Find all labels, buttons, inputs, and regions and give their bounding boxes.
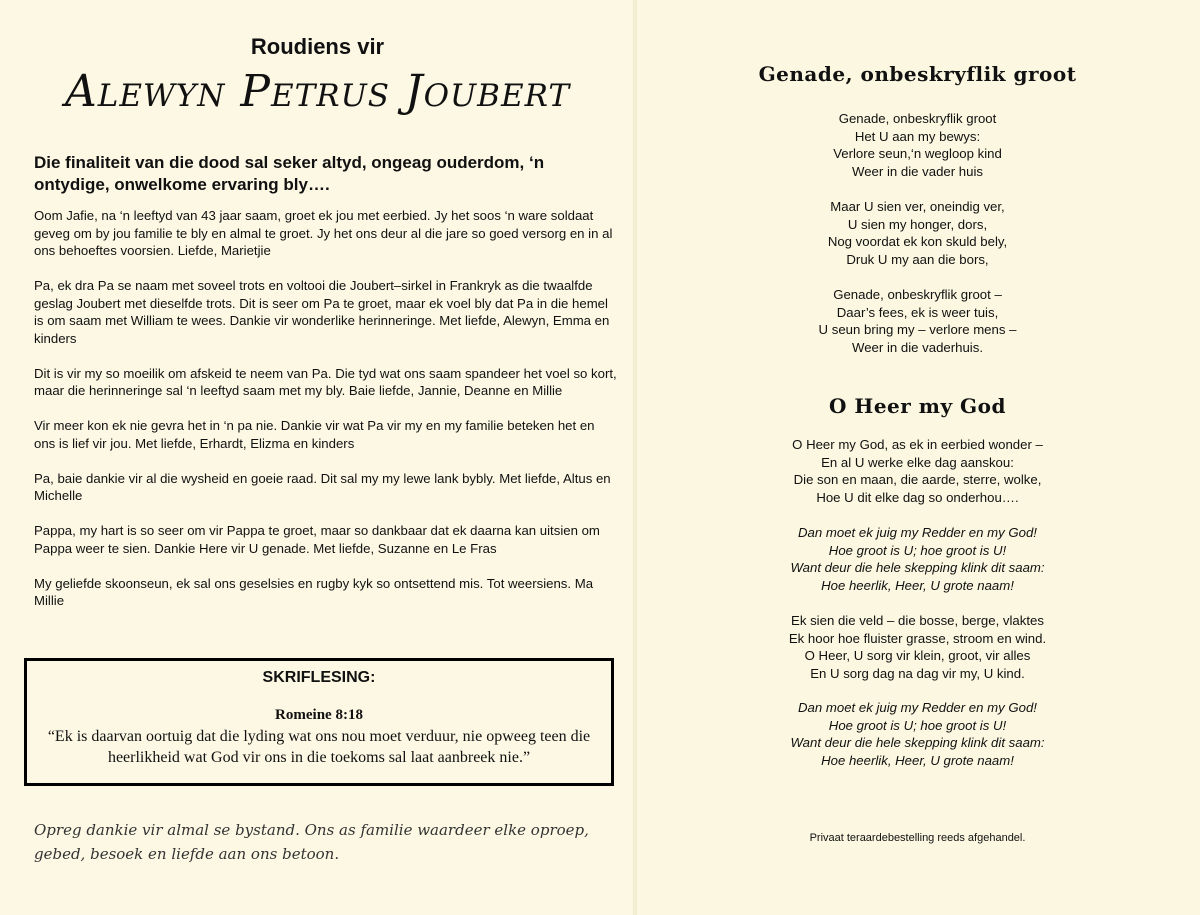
verse-line: Dan moet ek juig my Redder en my God! bbox=[798, 700, 1037, 715]
verse-line: Want deur die hele skepping klink dit saam: bbox=[790, 560, 1045, 575]
tribute: Pa, ek dra Pa se naam met soveel trots en voltooi die Joubert–sirkel in Frankryk as die twaalfde geslag Joubert met dieselfde trots. Dit is seer om Pa te groet, maar ek voel bly dat Pa in die hemel is om saam met William te wees. Dankie vir wonderlike herinneringe. Met liefde, Alewyn, Emma en kinders bbox=[34, 278, 610, 346]
verse-line: U seun bring my – verlore mens – bbox=[818, 322, 1017, 337]
tribute: Pappa, my hart is so seer om vir Pappa te groet, maar so dankbaar dat ek daarna kan uitsien om Pappa weer te sien. Dankie Here vir U genade. Met liefde, Suzanne en Le Fras bbox=[34, 523, 600, 556]
hymn1-title: Genade, onbeskryflik groot bbox=[758, 62, 1077, 86]
hymn2-verse-1 bbox=[635, 436, 1200, 506]
verse-line: Ek hoor hoe fluister grasse, stroom en wind. bbox=[788, 630, 1047, 646]
verse-line: Hoe groot is U; hoe groot is U! bbox=[828, 717, 1007, 733]
scripture-text: “Ek is daarvan oortuig dat die lyding wat ons nou moet verduur, nie opweeg teen die heerlikheid wat God vir ons in die toekoms sal laat aanbreek nie.” bbox=[47, 728, 591, 766]
heading-roudiens: Roudiens vir bbox=[250, 34, 385, 59]
verse-line: O Heer my God, as ek in eerbied wonder – bbox=[792, 437, 1043, 452]
verse-line: U sien my honger, dors, bbox=[847, 216, 988, 232]
scripture-box bbox=[24, 658, 614, 786]
scripture-title: SKRIFLESING: bbox=[262, 669, 376, 686]
verse-line: Verlore seun,‘n wegloop kind bbox=[833, 146, 1002, 161]
tribute: Dit is vir my so moeilik om afskeid te neem van Pa. Die tyd wat ons saam spandeer het voel so kort, maar die herinneringe sal ‘n leeftyd saam met my bly. Baie liefde, Jannie, Deanne en Millie bbox=[34, 365, 617, 398]
hymn1-verse-1 bbox=[635, 110, 1200, 180]
verse-line: Want deur die hele skepping klink dit saam: bbox=[790, 735, 1045, 750]
verse-line: En al U werke elke dag aanskou: bbox=[821, 454, 1014, 470]
verse-line: Het U aan my bewys: bbox=[854, 128, 981, 144]
verse-line: Maar U sien ver, oneindig ver, bbox=[830, 199, 1005, 214]
verse-line: O Heer, U sorg vir klein, groot, vir alles bbox=[804, 648, 1031, 663]
verse-line: Druk U my aan die bors, bbox=[846, 251, 989, 267]
verse-line: Weer in die vaderhuis. bbox=[852, 339, 983, 355]
hymn2-verse-2 bbox=[635, 612, 1200, 682]
tribute: Oom Jafie, na ‘n leeftyd van 43 jaar saam, groet ek jou met eerbied. Jy het soos ‘n ware soldaat geveg om by jou familie te bly en almal te groet. Jy het ons deur al die jare so goed versorg en in al ons behoeftes voorsien. Liefde, Marietjie bbox=[34, 208, 613, 258]
hymn2-chorus-2 bbox=[635, 699, 1200, 769]
verse-line: Hoe heerlik, Heer, U grote naam! bbox=[821, 577, 1014, 593]
verse-line: Genade, onbeskryflik groot – bbox=[833, 287, 1002, 302]
verse-line: Weer in die vader huis bbox=[852, 163, 983, 179]
private-burial-note: Privaat teraardebestelling reeds afgehandel. bbox=[809, 832, 1026, 844]
tributes-list bbox=[34, 207, 619, 627]
verse-line: Daar’s fees, ek is weer tuis, bbox=[836, 304, 999, 320]
hymn2-chorus-1 bbox=[635, 524, 1200, 594]
verse-line: Dan moet ek juig my Redder en my God! bbox=[798, 525, 1037, 540]
tribute: My geliefde skoonseun, ek sal ons geselsies en rugby kyk so ontsettend mis. Tot weersiens. Ma Millie bbox=[34, 575, 594, 608]
verse-line: En U sorg dag na dag vir my, U kind. bbox=[810, 665, 1025, 681]
verse-line: Nog voordat ek kon skuld bely, bbox=[827, 234, 1008, 249]
verse-line: Hoe U dit elke dag so onderhou…. bbox=[816, 489, 1019, 505]
scripture-reference: Romeine 8:18 bbox=[275, 707, 363, 723]
verse-line: Genade, onbeskryflik groot bbox=[838, 111, 997, 126]
tribute: Vir meer kon ek nie gevra het in ‘n pa nie. Dankie vir wat Pa vir my en my familie beteken het en ons is lief vir jou. Met liefde, Erhardt, Elizma en kinders bbox=[34, 418, 595, 451]
hymn1-verse-3 bbox=[635, 286, 1200, 356]
hymn1-verse-2 bbox=[635, 198, 1200, 268]
hymn2-title: O Heer my God bbox=[829, 394, 1006, 418]
deceased-name: Alewyn Petrus Joubert bbox=[64, 66, 571, 117]
intro-statement: Die finaliteit van die dood sal seker altyd, ongeag ouderdom, ‘n ontydige, onwelkome ervaring bly…. bbox=[34, 153, 545, 194]
verse-line: Hoe groot is U; hoe groot is U! bbox=[828, 542, 1007, 558]
closing-thanks: Opreg dankie vir almal se bystand. Ons as familie waardeer elke oproep, gebed, besoek en liefde aan ons betoon. bbox=[34, 821, 589, 863]
verse-line: Hoe heerlik, Heer, U grote naam! bbox=[821, 752, 1014, 768]
tribute: Pa, baie dankie vir al die wysheid en goeie raad. Dit sal my my lewe lank bybly. Met liefde, Altus en Michelle bbox=[34, 470, 611, 503]
verse-line: Ek sien die veld – die bosse, berge, vlaktes bbox=[791, 613, 1044, 628]
verse-line: Die son en maan, die aarde, sterre, wolke, bbox=[793, 472, 1042, 487]
